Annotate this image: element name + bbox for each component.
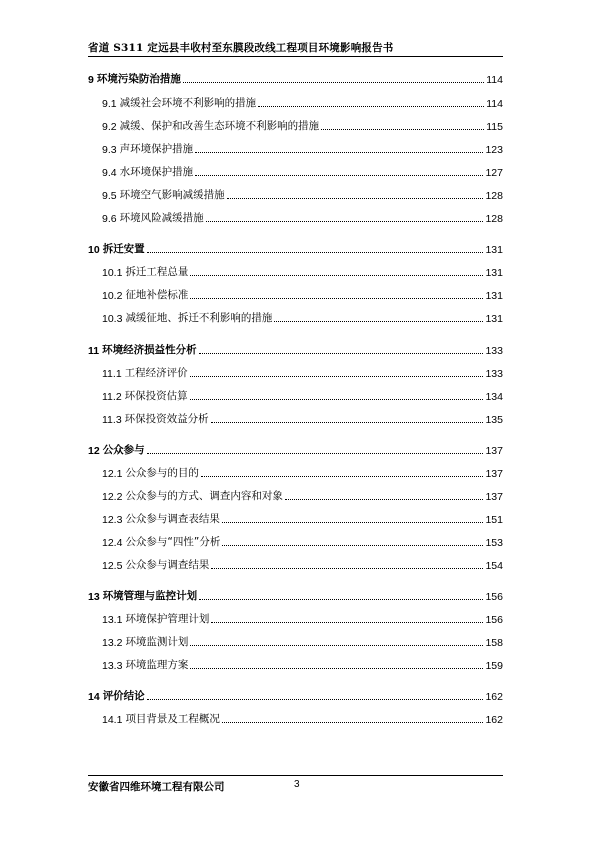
toc-entry-number: 12.3 [102, 514, 123, 526]
toc-dot-leader [183, 82, 484, 83]
toc-dot-leader [227, 198, 484, 199]
toc-section-entry[interactable] [88, 489, 503, 503]
toc-entry-title: 减缓征地、拆迁不利影响的措施 [125, 312, 273, 324]
toc-entry-title: 公众参与“四性”分析 [125, 536, 221, 548]
toc-dot-leader [190, 399, 484, 400]
toc-entry-title: 征地补偿标准 [125, 289, 189, 301]
toc-entry-page-number: 128 [485, 213, 503, 225]
toc-section-entry[interactable] [88, 558, 503, 572]
toc-entry-title: 公众参与的方式、调查内容和对象 [125, 490, 283, 502]
toc-entry-number: 9.2 [102, 121, 117, 133]
toc-section-entry[interactable] [88, 165, 503, 179]
toc-dot-leader [190, 668, 483, 669]
toc-entry-title: 拆迁工程总量 [125, 266, 189, 278]
toc-entry-title: 减缓、保护和改善生态环境不利影响的措施 [119, 120, 320, 132]
toc-entry-page-number: 115 [486, 121, 503, 133]
toc-dot-leader [190, 298, 483, 299]
toc-entry-page-number: 154 [485, 560, 503, 572]
toc-entry-number: 12.4 [102, 537, 123, 549]
toc-entry-number: 14.1 [102, 714, 123, 726]
toc-entry-title: 减缓社会环境不利影响的措施 [119, 97, 257, 109]
toc-entry-number: 11.2 [102, 391, 122, 403]
toc-entry-page-number: 135 [485, 414, 503, 426]
toc-entry-page-number: 137 [485, 445, 503, 457]
toc-entry-page-number: 128 [485, 190, 503, 202]
toc-chapter-entry[interactable] [88, 343, 503, 357]
toc-dot-leader [195, 152, 483, 153]
toc-entry-title: 环境保护管理计划 [125, 613, 210, 625]
toc-entry-number: 12.1 [102, 468, 123, 480]
toc-entry-number: 9 [88, 74, 94, 86]
toc-entry-number: 9.6 [102, 213, 117, 225]
toc-section-entry[interactable] [88, 412, 503, 426]
toc-entry-page-number: 131 [485, 313, 503, 325]
toc-entry-page-number: 131 [485, 267, 503, 279]
toc-section-entry[interactable] [88, 512, 503, 526]
toc-entry-title: 环境监测计划 [125, 636, 189, 648]
footer-divider [88, 775, 503, 776]
toc-section-entry[interactable] [88, 658, 503, 672]
toc-entry-page-number: 127 [485, 167, 503, 179]
toc-entry-title: 环境风险减缓措施 [119, 212, 204, 224]
page-header-title: 省道 S311 定远县丰收村至东膜段改线工程项目环境影响报告书 [88, 42, 394, 54]
toc-entry-number: 9.1 [102, 98, 117, 110]
toc-entry-number: 13.2 [102, 637, 123, 649]
toc-chapter-entry[interactable] [88, 242, 503, 256]
toc-entry-number: 11.3 [102, 414, 122, 426]
toc-entry-number: 9.5 [102, 190, 117, 202]
toc-dot-leader [321, 129, 484, 130]
toc-section-entry[interactable] [88, 535, 503, 549]
toc-entry-number: 11 [88, 345, 100, 357]
toc-chapter-entry[interactable] [88, 443, 503, 457]
toc-entry-page-number: 131 [485, 244, 503, 256]
toc-entry-number: 10 [88, 244, 100, 256]
toc-entry-title: 环境管理与监控计划 [102, 590, 198, 602]
toc-entry-title: 公众参与的目的 [125, 467, 199, 479]
toc-dot-leader [190, 275, 483, 276]
toc-entry-page-number: 133 [485, 345, 503, 357]
toc-entry-title: 环境经济损益性分析 [102, 344, 197, 356]
toc-entry-page-number: 151 [485, 514, 503, 526]
toc-section-entry[interactable] [88, 211, 503, 225]
toc-entry-title: 环境污染防治措施 [96, 73, 181, 85]
toc-dot-leader [274, 321, 483, 322]
toc-entry-page-number: 156 [485, 591, 503, 603]
toc-entry-page-number: 114 [486, 98, 503, 110]
toc-dot-leader [211, 622, 483, 623]
toc-section-entry[interactable] [88, 265, 503, 279]
toc-dot-leader [222, 545, 483, 546]
toc-entry-title: 环保投资效益分析 [124, 413, 209, 425]
footer-company: 安徽省四维环境工程有限公司 [88, 781, 225, 793]
toc-entry-number: 13.3 [102, 660, 123, 672]
toc-entry-page-number: 162 [485, 714, 503, 726]
toc-entry-title: 项目背景及工程概况 [125, 713, 220, 725]
toc-entry-page-number: 137 [485, 491, 503, 503]
toc-entry-number: 13.1 [102, 614, 123, 626]
toc-dot-leader [206, 221, 484, 222]
toc-entry-page-number: 158 [485, 637, 503, 649]
toc-entry-title: 公众参与 [102, 444, 145, 456]
toc-dot-leader [211, 422, 484, 423]
toc-dot-leader [147, 252, 484, 253]
toc-entry-page-number: 156 [485, 614, 503, 626]
toc-entry-page-number: 133 [485, 368, 503, 380]
toc-entry-number: 10.1 [102, 267, 123, 279]
toc-entry-title: 公众参与调查表结果 [125, 513, 220, 525]
toc-entry-page-number: 162 [485, 691, 503, 703]
header-divider [88, 56, 503, 57]
footer-page-number: 3 [294, 779, 300, 790]
toc-section-entry[interactable] [88, 466, 503, 480]
toc-entry-number: 14 [88, 691, 100, 703]
toc-entry-number: 12.5 [102, 560, 123, 572]
toc-section-entry[interactable] [88, 188, 503, 202]
toc-entry-page-number: 137 [485, 468, 503, 480]
toc-entry-page-number: 131 [485, 290, 503, 302]
toc-entry-title: 工程经济评价 [124, 367, 188, 379]
toc-dot-leader [222, 522, 484, 523]
toc-dot-leader [199, 599, 483, 600]
toc-entry-number: 12 [88, 445, 100, 457]
toc-entry-page-number: 123 [485, 144, 503, 156]
toc-entry-number: 10.2 [102, 290, 123, 302]
toc-dot-leader [195, 175, 483, 176]
toc-entry-title: 环保投资估算 [124, 390, 188, 402]
toc-dot-leader [211, 568, 483, 569]
toc-entry-number: 11.1 [102, 368, 122, 380]
toc-chapter-entry[interactable] [88, 589, 503, 603]
toc-chapter-entry[interactable] [88, 72, 503, 86]
toc-entry-page-number: 159 [485, 660, 503, 672]
toc-entry-number: 10.3 [102, 313, 123, 325]
toc-dot-leader [147, 453, 484, 454]
toc-dot-leader [190, 376, 484, 377]
toc-entry-page-number: 134 [485, 391, 503, 403]
toc-dot-leader [199, 353, 484, 354]
toc-chapter-entry[interactable] [88, 689, 503, 703]
toc-section-entry[interactable] [88, 712, 503, 726]
toc-entry-title: 评价结论 [102, 690, 145, 702]
toc-section-entry[interactable] [88, 119, 503, 133]
toc-entry-title: 环境监理方案 [125, 659, 189, 671]
toc-entry-title: 声环境保护措施 [119, 143, 194, 155]
toc-dot-leader [201, 476, 484, 477]
toc-entry-number: 12.2 [102, 491, 123, 503]
toc-section-entry[interactable] [88, 311, 503, 325]
toc-section-entry[interactable] [88, 389, 503, 403]
toc-entry-title: 拆迁安置 [102, 243, 145, 255]
toc-section-entry[interactable] [88, 142, 503, 156]
toc-dot-leader [285, 499, 484, 500]
toc-dot-leader [258, 106, 484, 107]
toc-dot-leader [222, 722, 484, 723]
toc-section-entry[interactable] [88, 612, 503, 626]
toc-dot-leader [147, 699, 484, 700]
toc-entry-page-number: 114 [486, 74, 503, 86]
toc-entry-title: 公众参与调查结果 [125, 559, 210, 571]
toc-entry-number: 9.4 [102, 167, 117, 179]
toc-entry-title: 环境空气影响减缓措施 [119, 189, 225, 201]
toc-section-entry[interactable] [88, 96, 503, 110]
toc-entry-number: 9.3 [102, 144, 117, 156]
toc-entry-page-number: 153 [485, 537, 503, 549]
toc-section-entry[interactable] [88, 288, 503, 302]
toc-dot-leader [190, 645, 483, 646]
toc-entry-title: 水环境保护措施 [119, 166, 194, 178]
toc-entry-number: 13 [88, 591, 100, 603]
toc-section-entry[interactable] [88, 366, 503, 380]
toc-section-entry[interactable] [88, 635, 503, 649]
